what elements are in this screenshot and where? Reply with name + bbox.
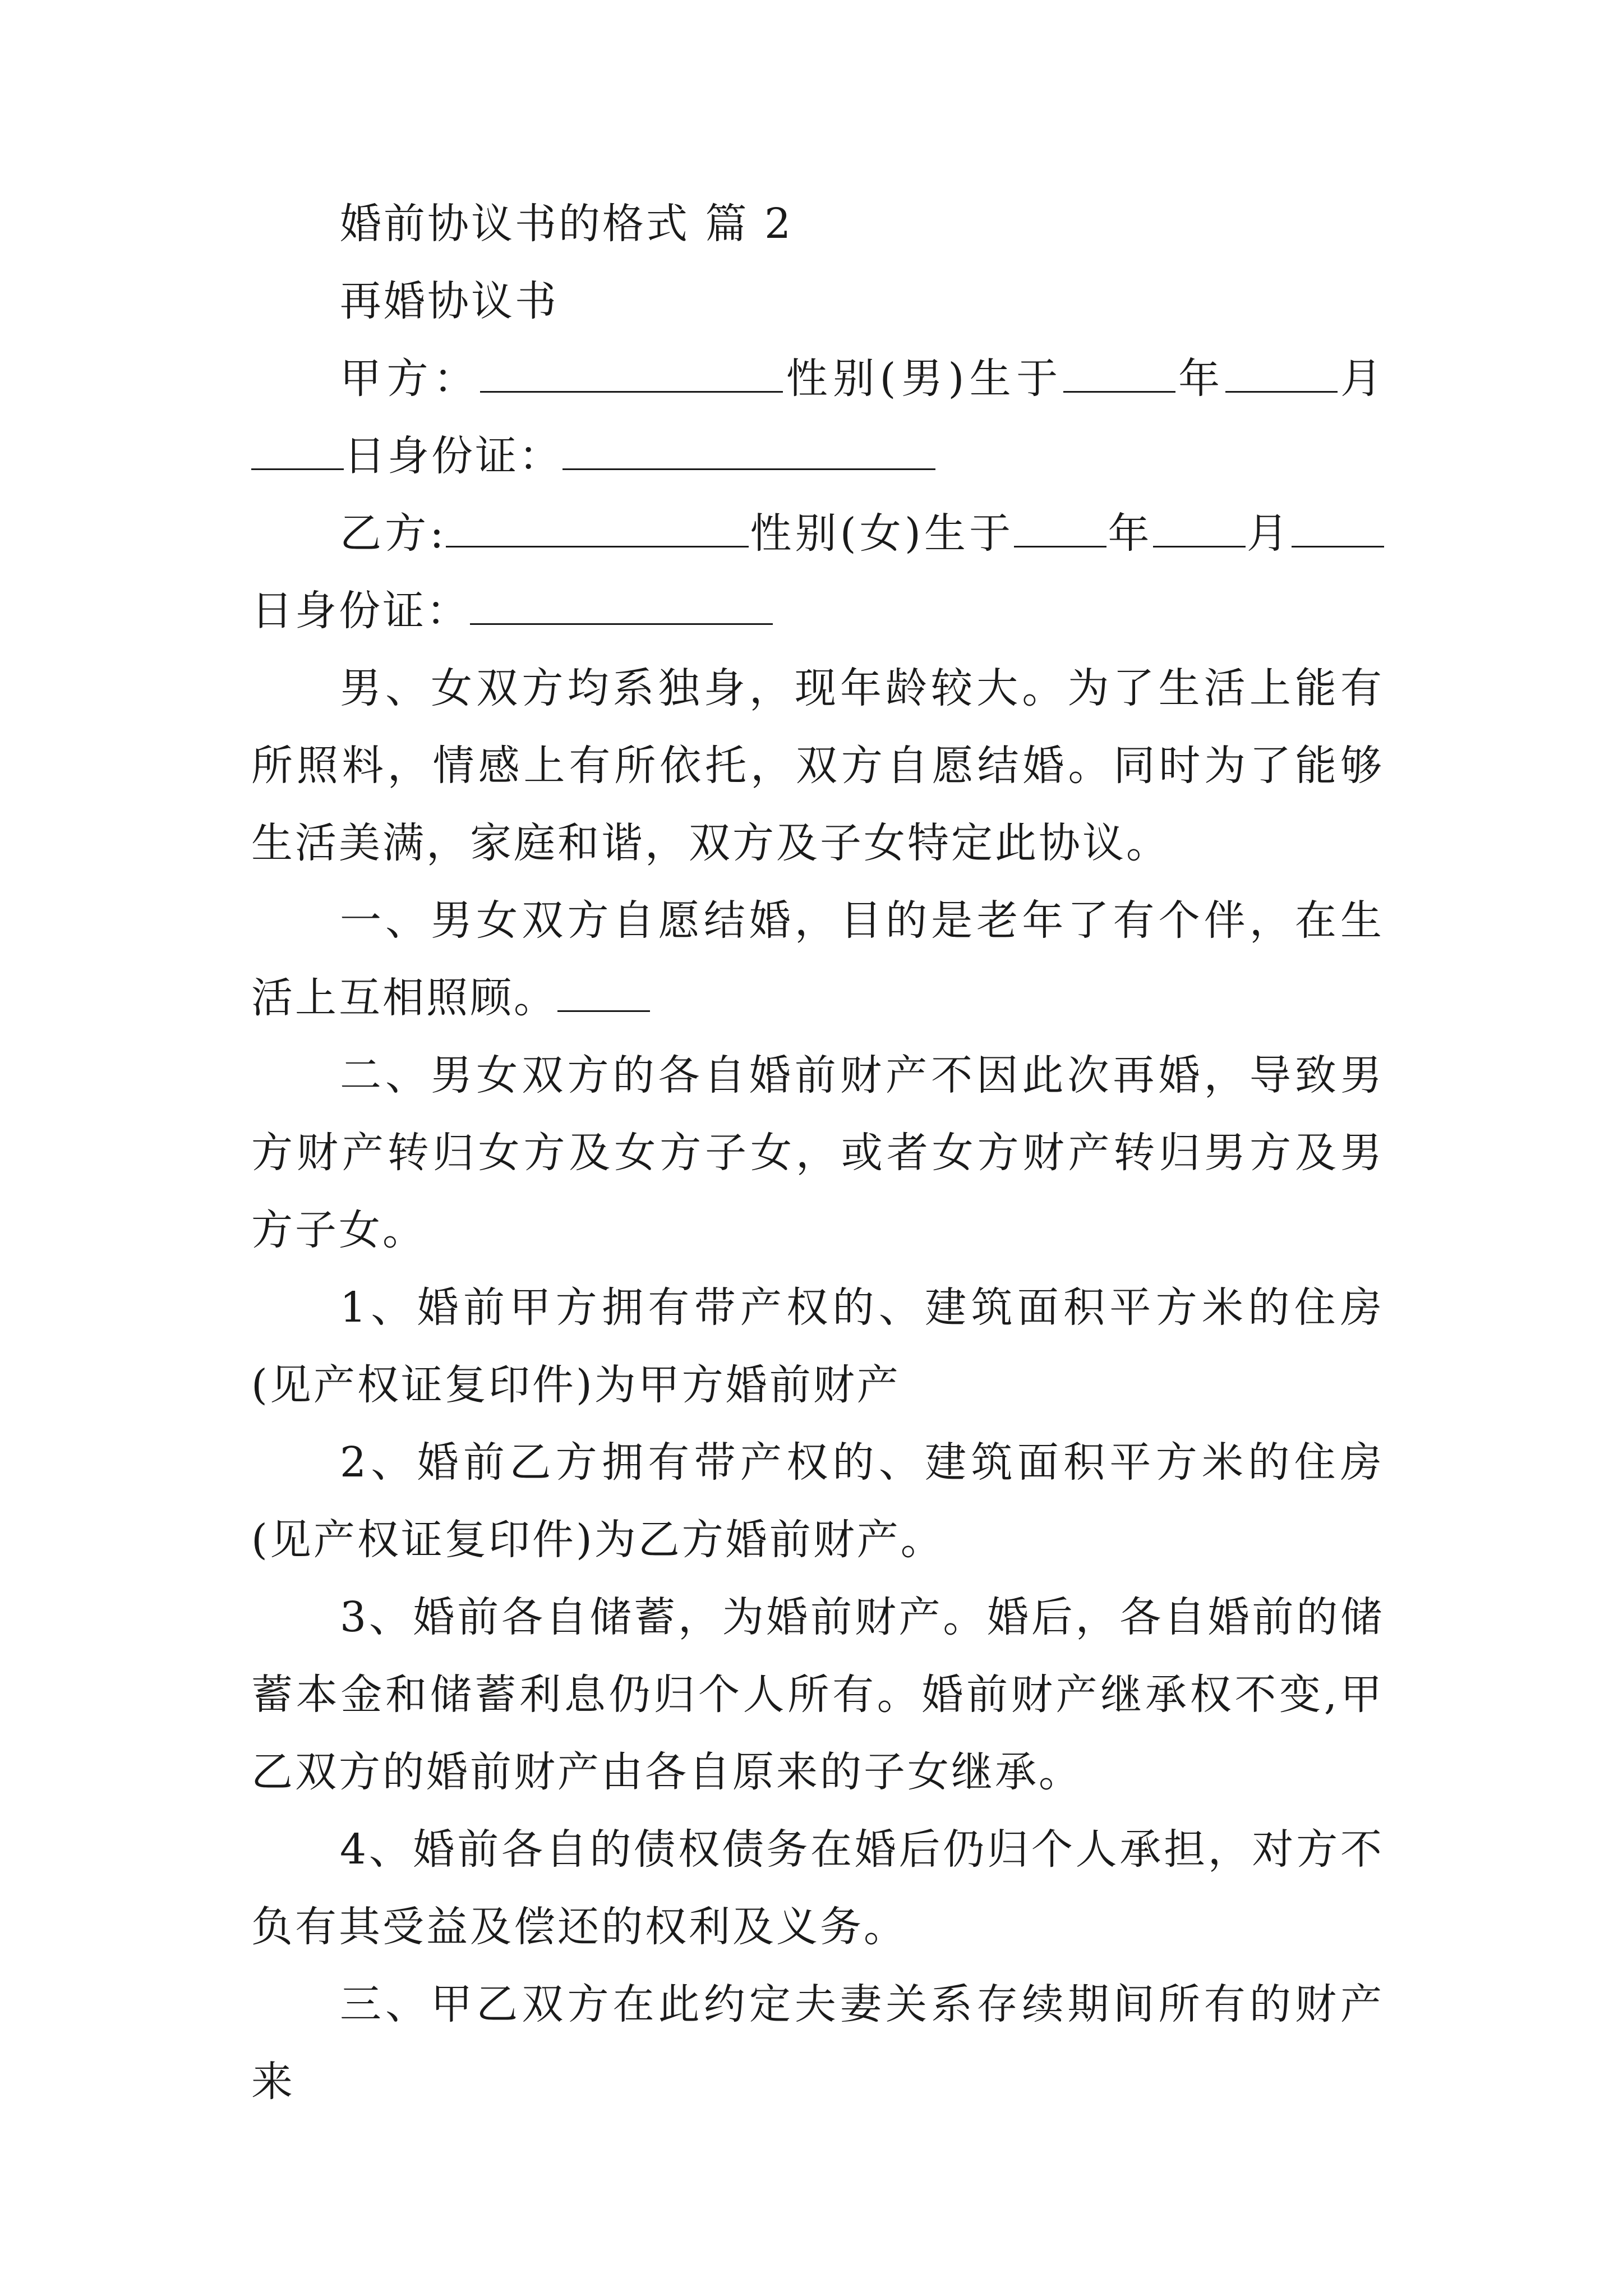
paragraph: 2、婚前乙方拥有带产权的、建筑面积平方米的住房(见产权证复印件)为乙方婚前财产。 — [251, 1438, 1384, 1564]
paragraph-text: 一、男女双方自愿结婚，目的是老年了有个伴，在生活上互相照顾。 — [251, 896, 1384, 1022]
party-a-label: 甲方： — [340, 355, 481, 403]
trailing-blank — [557, 976, 650, 1012]
party-b-gender-birth: 性别(女)生于 — [749, 509, 1015, 558]
party-a-day-blank — [251, 434, 344, 470]
paragraph: 三、甲乙双方在此约定夫妻关系存续期间所有的财产来 — [251, 1980, 1384, 2106]
party-a-info — [251, 340, 1384, 495]
party-a-day-id-label: 日身份证： — [344, 432, 562, 480]
party-b-month-label: 月 — [1245, 509, 1292, 558]
party-b-year-blank — [1014, 511, 1106, 547]
document-title: 再婚协议书 — [340, 277, 559, 325]
party-b-year-label: 年 — [1106, 509, 1153, 558]
party-a-id-blank — [562, 434, 935, 470]
document-heading: 婚前协议书的格式 篇 2 — [340, 200, 794, 248]
paragraph — [251, 882, 1384, 1037]
party-b-day-blank — [1292, 511, 1384, 547]
party-a-year-blank — [1063, 356, 1175, 393]
party-b-name-blank — [446, 511, 749, 547]
paragraph: 3、婚前各自储蓄，为婚前财产。婚后，各自婚前的储蓄本金和储蓄利息仍归个人所有。婚前财产继承权不变,甲乙双方的婚前财产由各自原来的子女继承。 — [251, 1593, 1384, 1796]
party-b-month-blank — [1153, 511, 1246, 547]
party-b-label: 乙方: — [340, 509, 446, 558]
party-b-id-blank — [470, 588, 773, 625]
party-a-month-blank — [1225, 356, 1338, 393]
party-b-info — [251, 495, 1384, 650]
party-b-day-id-label: 日身份证： — [251, 587, 470, 635]
party-a-year-label: 年 — [1175, 355, 1225, 403]
party-a-month-label: 月 — [1337, 355, 1385, 403]
paragraph: 1、婚前甲方拥有带产权的、建筑面积平方米的住房(见产权证复印件)为甲方婚前财产 — [251, 1283, 1384, 1409]
party-a-gender-birth: 性别(男)生于 — [783, 355, 1063, 403]
party-a-name-blank — [480, 356, 783, 393]
paragraph: 男、女双方均系独身，现年龄较大。为了生活上能有所照料，情感上有所依托，双方自愿结婚。同时为了能够生活美满，家庭和谐，双方及子女特定此协议。 — [251, 664, 1384, 867]
paragraph: 二、男女双方的各自婚前财产不因此次再婚，导致男方财产转归女方及女方子女，或者女方财产转归男方及男方子女。 — [251, 1051, 1384, 1254]
document-page — [251, 185, 1384, 2120]
paragraph: 4、婚前各自的债权债务在婚后仍归个人承担，对方不负有其受益及偿还的权利及义务。 — [251, 1825, 1384, 1951]
